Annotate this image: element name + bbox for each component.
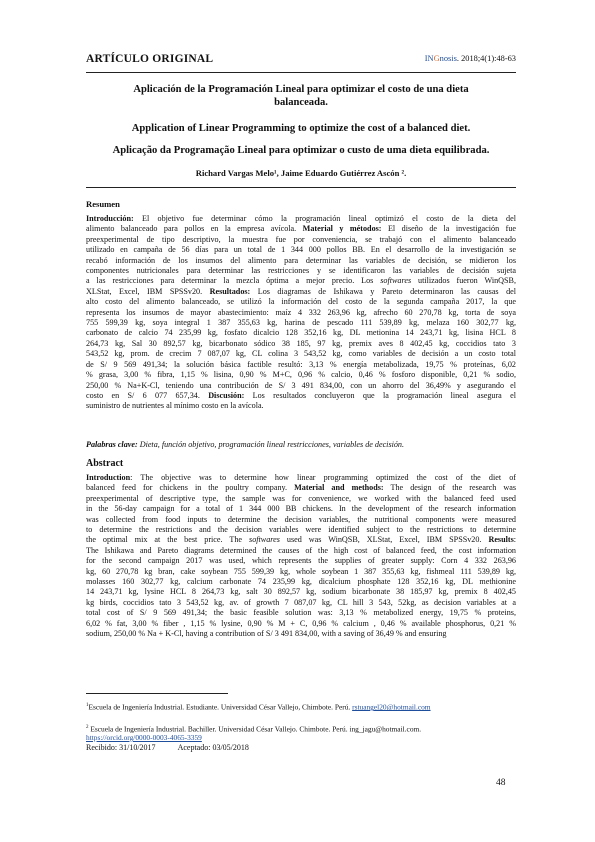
text-segment: representa los insumos de mayor abastecimiento: maíz 4 332 263,96 kg, afrecho 60 270,78 kg, torta de soya: [86, 307, 516, 317]
text-line: [86, 483, 516, 493]
text-line: [86, 224, 516, 234]
text-line: [86, 391, 516, 401]
text-segment: 543,52 kg, prom. de crecim 7 087,07 kg, CL colina 3 543,52 kg, como variables de decisión a un costo total: [86, 349, 516, 359]
footnote-2-text: Escuela de Ingeniería Industrial. Bachiller. Universidad César Vallejo. Chimbote. Perú. ing_jagu@hotmail.com.: [90, 724, 422, 734]
resumen-body: [86, 214, 516, 412]
text-line: [86, 349, 516, 359]
text-segment: for the second campaign 2017 was used, which represents the supplies of greater supply: Corn 4 332 263,96: [86, 556, 516, 566]
footnote-1-email-link[interactable]: rstuangel20@hotmail.com: [352, 702, 431, 712]
text-segment: alto costo del alimento balanceado, se utilizó la información del costo de la segunda campaña 2017, la que: [86, 297, 516, 307]
text-segment: El objetivo fue determinar cómo la programación lineal optimizó el costo de la dieta del: [133, 214, 516, 223]
orcid-link[interactable]: https://orcid.org/0000-0003-4065-3359: [86, 733, 202, 742]
text-segment: Los resultados concluyeron que la programación lineal asegura el: [244, 390, 516, 400]
text-segment: Material y métodos:: [302, 224, 382, 234]
text-line: [86, 504, 516, 514]
text-segment: utilizados fueron WinQSB,: [411, 276, 516, 286]
text-segment: Material and methods:: [294, 483, 384, 493]
journal-name-g: G: [433, 54, 440, 63]
text-line: [86, 598, 516, 608]
text-line: [86, 266, 516, 276]
text-line: [86, 473, 516, 483]
footnote-2-orcid: [86, 733, 516, 742]
text-line: [86, 494, 516, 504]
text-segment: sodium, 250,00 % Na + K-Cl, having a contribution of S/ 3 491 834,00, with a saving of 36,49 % and ensuring: [86, 629, 447, 639]
text-segment: used was WinQSB, XLStat, Excel, IBM SPSSv20.: [279, 535, 489, 545]
keywords-text: Dieta, función objetivo, programación lineal restricciones, variables de decisión.: [137, 440, 405, 449]
text-line: [86, 567, 516, 577]
text-line: [86, 235, 516, 245]
text-segment: molasses 160 302,77 kg, calcium carbonate 74 235,99 kg, dicalcium phosphate 128 352,16 kg, DL methionine: [86, 577, 516, 587]
text-line: [86, 546, 516, 556]
running-header: [86, 53, 516, 69]
text-segment: Introducción:: [86, 214, 134, 223]
text-segment: carbonato de calcio 74 235,99 kg, fosfato dicalcio 128 352,16 kg, DL metionina 14 243,71 kg, lisina HCL 8: [86, 328, 516, 338]
text-line: [86, 587, 516, 597]
text-segment: Discusión:: [208, 390, 245, 400]
page-number: 48: [496, 778, 506, 788]
text-segment: in the 56-day campaign for a total of 1 344 000 BB chickens. In the development of the research information: [86, 504, 516, 514]
text-line: [86, 577, 516, 587]
text-segment: total cost of S/ 9 569 491,34; the basic feasible solution was: 3,13 % metabolized energy, 19,75 % proteins,: [86, 608, 516, 618]
text-segment: : The objective was to determine how linear programming optimized the cost of the diet of: [130, 473, 516, 482]
text-segment: balanced feed for chickens in the poultry company.: [86, 483, 295, 493]
text-segment: Resultados:: [209, 286, 251, 296]
text-segment: Los diagramas de Ishikawa y Pareto determinaron las causas del: [250, 286, 516, 296]
text-line: [86, 608, 516, 618]
title-portuguese: Aplicação da Programação Lineal para optimizar o custo de uma dieta equilibrada.: [112, 145, 490, 156]
text-line: [86, 214, 516, 224]
text-segment: a las restricciones para determinar la mezcla óptima a mejor precio. Los: [86, 276, 381, 286]
text-line: [86, 256, 516, 266]
text-segment: de S/ 9 569 491,34; la solución básica factible resultó: 3,13 % energía metabolizada, 19,75 % proteínas, 6,02: [86, 359, 516, 369]
text-segment: 6,02 % fat, 3,00 % fiber , 1,15 % lysine, 0,90 % M + C, 0,96 % calcium , 0,46 % available phosphorus, 0,21 %: [86, 618, 516, 628]
text-segment: componentes nutricionales para determinar las restricciones y se identificaron las variables de decisión sujeta: [86, 266, 516, 276]
text-segment: preexperimental de tipo descriptivo, la muestra fue por conveniencia, se trabajó con el alimento balanceado: [86, 234, 516, 244]
journal-citation: [425, 54, 516, 63]
citation-text: . 2018;4(1):48-63: [456, 54, 516, 63]
text-segment: 250,00 % Na+K-Cl, teniendo una contribución de S/ 3 491 834,00, con un ahorro del 36,49% y asegurando el: [86, 380, 516, 390]
footnote-2: $^2$ Escuela de Ingeniería Industrial. Bachiller. Universidad César Vallejo. Chimbote. Perú. ing_jagu@hotmail.com.: [86, 724, 422, 734]
footnote-rule: [86, 693, 228, 694]
footnote-1-text: Escuela de Ingeniería Industrial. Estudiante. Universidad César Vallejo, Chimbote. Perú.: [88, 702, 353, 712]
header-rule: [86, 72, 516, 73]
text-segment: Introduction: [86, 473, 131, 482]
text-segment: suministro de nutrientes al mínimo costo en la avícola.: [86, 401, 264, 411]
title-english: Application of Linear Programming to optimize the cost of a balanced diet.: [131, 123, 471, 134]
text-segment: :: [513, 535, 516, 545]
text-segment: preexperimental of descriptive type, the sample was for convenience, we worked with the balanced feed used: [86, 493, 516, 503]
text-line: [86, 556, 516, 566]
title-spanish: Aplicación de la Programación Lineal para optimizar el costo de una dieta balanceada.: [133, 84, 469, 108]
text-segment: was collected from food inputs to determine the decision variables, the nutritional components were measured: [86, 514, 516, 524]
keywords: [86, 440, 516, 449]
accepted-date: Aceptado: 03/05/2018: [177, 743, 249, 752]
text-line: [86, 339, 516, 349]
text-segment: % grasa, 3,00 % fibra, 1,15 % lisina, 0,90 % M+C, 0,96 % calcio, 0,46 % fosforo disponible, 0,21 % sodio,: [86, 370, 516, 380]
text-segment: costo en S/ 6 077 657,34.: [86, 390, 209, 400]
text-line: [86, 287, 516, 297]
text-line: [86, 515, 516, 525]
text-line: [86, 308, 516, 318]
text-segment: The Ishikawa and Pareto diagrams determined the causes of the high cost of balanced feed, the cost information: [86, 545, 516, 555]
text-line: [86, 535, 516, 545]
resumen-heading: Resumen: [86, 199, 120, 209]
text-line: [86, 525, 516, 535]
text-segment: 14 243,71 kg, lysine HCL 8 264,73 kg, salt 30 892,57 kg, sodium bicarbonate 38 185,97 kg, premix 8 402,45: [86, 587, 516, 597]
dates: [86, 743, 516, 752]
section-label: ARTÍCULO ORIGINAL: [86, 53, 214, 65]
text-line: [86, 381, 516, 391]
text-segment: 264,73 kg, Sal 30 892,57 kg, bicarbonato sódico 38 185, 97 kg, premix aves 8 402,45 kg, coccidios tato 3: [86, 338, 516, 348]
text-line: [86, 318, 516, 328]
text-segment: XLStat, Excel, IBM SPSSv20.: [86, 286, 210, 296]
text-line: [86, 245, 516, 255]
text-line: [86, 276, 516, 286]
journal-name-in: IN: [424, 54, 434, 63]
text-segment: softwares: [249, 535, 280, 545]
text-segment: to determine the restrictions and the decision variables were identified subject to the restrictions to determine: [86, 525, 516, 535]
received-date: Recibido: 31/10/2017: [86, 743, 156, 752]
author-list: Richard Vargas Melo¹, Jaime Eduardo Gutiérrez Ascón ².: [195, 168, 407, 178]
text-segment: 755 599,39 kg, soya integral 1 387 355,63 kg, harina de pescado 111 539,89 kg, melaza 160 302,77 kg,: [86, 318, 516, 328]
text-segment: kg, 60 270,78 kg bran, cake soybean 755 599,39 kg, whole soybean 1 387 355,63 kg, fishmeal 111 539,89 kg,: [86, 566, 516, 576]
text-line: [86, 360, 516, 370]
text-segment: the optimal mix at the best price. The: [86, 535, 250, 545]
text-line: [86, 297, 516, 307]
text-segment: kg birds, coccidios tato 3 543,52 kg, av. of growth 7 087,07 kg, CL hill 3 543, 52kg, as decision variables at a: [86, 597, 516, 607]
text-segment: recabó información de los insumos del alimento para determinar las variables de decisión, se midieron los: [86, 255, 516, 265]
keywords-label: Palabras clave:: [86, 440, 138, 449]
text-segment: utilizado en campaña de 56 días para un total de 1 344 000 pollos BB. En el desarrollo de la investigación se: [86, 245, 516, 255]
authors-rule: [86, 187, 516, 188]
text-line: [86, 619, 516, 629]
text-segment: El diseño de la investigación fue: [381, 224, 516, 234]
text-line: [86, 629, 516, 639]
text-segment: The design of the research was: [383, 483, 516, 493]
text-line: [86, 328, 516, 338]
text-segment: Results: [488, 535, 514, 545]
abstract-body: [86, 473, 516, 640]
text-segment: softwares: [380, 276, 412, 286]
text-segment: alimento balanceado para pollos en la empresa avícola.: [86, 224, 303, 234]
abstract-heading: Abstract: [86, 458, 124, 469]
text-line: [86, 370, 516, 380]
footnote-1: $^1$Escuela de Ingeniería Industrial. Estudiante. Universidad César Vallejo, Chimbote. Perú. rstuangel20@hotmail.com: [86, 702, 431, 712]
text-line: [86, 401, 516, 411]
journal-name-rest: nosis: [439, 54, 457, 63]
